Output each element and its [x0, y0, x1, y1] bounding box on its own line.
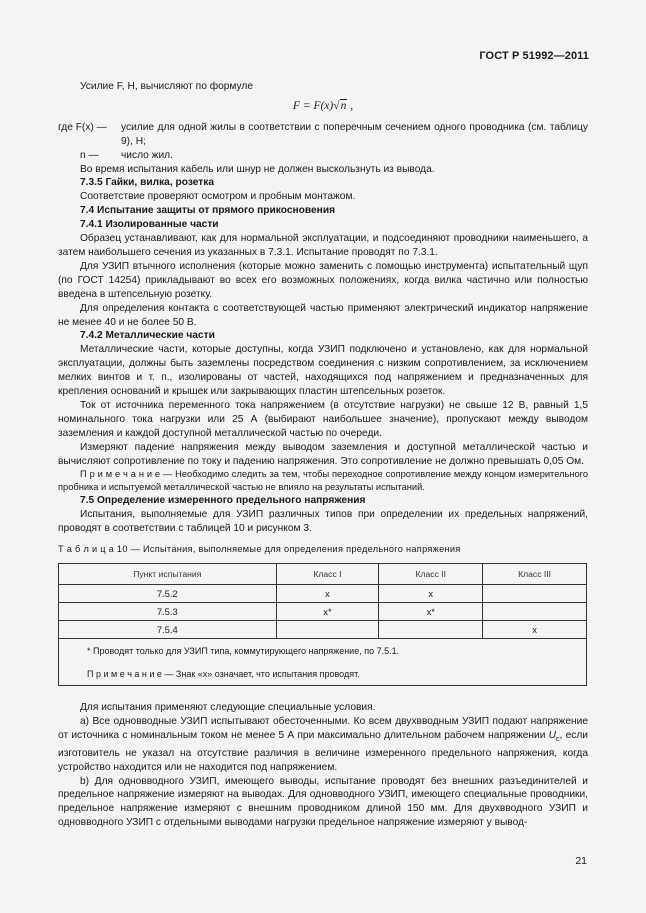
main-text — [58, 80, 588, 536]
condition-a: а) Все одновводные УЗИП испытывают обесточенными. Ко всем двухвводным УЗИП подают напряжение от источника с номинальным током не менее 5 А при максимально длительном рабочем напряжении $U_c$, если изготовитель не указал на отсутствие различия в величине измеренного предельного напряжения, когда устройство находится или не находится под напряжением. — [58, 715, 588, 773]
paragraph-7-4-1-b: Для УЗИП втычного исполнения (которые можно заменить с помощью инструмента) испытательный щуп (по ГОСТ 14254) прикладывают во всех его возможных положениях, когда вилка частично или полностью введена в штепсельную розетку. — [58, 260, 588, 300]
table-footnote: * Проводят только для УЗИП типа, коммутирующего напряжение, по 7.5.1. — [87, 646, 400, 656]
table-cell — [276, 621, 379, 639]
heading-7-4-2: 7.4.2 Металлические части — [80, 330, 215, 342]
paragraph-7-4-1-a: Образец устанавливают, как для нормальной эксплуатации, и подсоединяют проводники наименьшего, а затем наибольшего сечения из указанных в 7.3.1. Испытание проводят по 7.3.1. — [58, 233, 588, 258]
formula-root: n — [340, 99, 347, 112]
table-cell: 7.5.2 — [59, 585, 277, 603]
force-intro: Усилие F, Н, вычисляют по формуле — [80, 81, 254, 92]
definition-n: n — число жил. — [80, 149, 173, 161]
table-row — [59, 585, 587, 603]
table-cell: x — [483, 621, 587, 639]
conditions-text — [58, 701, 588, 830]
table-cell — [379, 621, 483, 639]
col-header: Класс I — [276, 564, 379, 585]
standard-header: ГОСТ Р 51992—2011 — [479, 50, 589, 62]
table-cell: 7.5.3 — [59, 603, 277, 621]
table-cell: x — [276, 585, 379, 603]
table-header-row — [59, 564, 587, 585]
table-footer — [59, 639, 587, 686]
table-note: П р и м е ч а н и е — Знак «x» означает, что испытания проводят. — [87, 669, 360, 679]
test-table — [58, 563, 587, 686]
table-row — [59, 603, 587, 621]
table-cell: x* — [276, 603, 379, 621]
heading-7-4: 7.4 Испытание защиты от прямого прикосновения — [80, 205, 336, 217]
table-caption: Т а б л и ц а 10 — Испытания, выполняемые для определения предельного напряжения — [58, 544, 461, 554]
cable-note: Во время испытания кабель или шнур не должен выскользнуть из вывода. — [80, 163, 435, 175]
condition-b: b) Для одновводного УЗИП, имеющего выводы, испытание проводят без внешних разъединителей и предельное напряжение измеряют на выводах. Для одновводного УЗИП, имеющего специальные проводники, предельное напряжение измеряют с внешним проводником длиной 150 мм. Для двухвводного УЗИП и одновводного УЗИП с отдельными выводами нагрузки предельное напряжение измеряют у вывод- — [58, 775, 588, 829]
page-number: 21 — [575, 855, 587, 867]
table-footer-row — [59, 639, 587, 686]
paragraph-7-4-2-b: Ток от источника переменного тока напряжением (в отсутствие нагрузки) не свыше 12 В, равный 1,5 номинального тока нагрузки или 25 А (выбирают наибольшее значение), пропускают между выводом заземления и каждой доступной металлической частью по очереди. — [58, 399, 588, 439]
heading-7-4-1: 7.4.1 Изолированные части — [80, 219, 219, 231]
paragraph-7-3-5: Соответствие проверяют осмотром и пробным монтажом. — [80, 191, 356, 203]
table-cell: x* — [379, 603, 483, 621]
paragraph-7-4-2-a: Металлические части, которые доступны, когда УЗИП подключено и установлено, как для нормальной эксплуатации, должны быть заземлены посредством соединения с низким сопротивлением, за исключением мелких винтов и т. п., изолированы от частей, находящихся под напряжением и предназначенных для крепления оснований и крышек или закрывающих пластин штепсельных розеток. — [58, 344, 588, 398]
heading-7-3-5: 7.3.5 Гайки, вилка, розетка — [80, 177, 215, 189]
col-header: Пункт испытания — [59, 564, 277, 585]
sqrt-sign: √ — [333, 99, 340, 112]
table-cell: x — [379, 585, 483, 603]
col-header: Класс II — [379, 564, 483, 585]
paragraph-7-4-2-c: Измеряют падение напряжения между выводом заземления и доступной металлической частью и вычисляют сопротивление по току и падению напряжения. Это сопротивление не должно превышать 0,05 Ом. — [58, 441, 588, 467]
table-cell — [483, 585, 587, 603]
table-row — [59, 621, 587, 639]
paragraph-7-4-1-c: Для определения контакта с соответствующей частью применяют электрический индикатор напряжение не менее 40 и не более 50 В. — [58, 302, 588, 328]
table-cell — [483, 603, 587, 621]
col-header: Класс III — [483, 564, 587, 585]
heading-7-5: 7.5 Определение измеренного предельного напряжения — [80, 495, 366, 507]
formula: F = F(x)√n , — [292, 99, 354, 112]
paragraph-7-5: Испытания, выполняемые для УЗИП различных типов при определении их предельных напряжений, проводят в соответствии с таблицей 10 и рисунком 3. — [58, 509, 588, 535]
note-7-4-2: П р и м е ч а н и е — Необходимо следить за тем, чтобы переходное сопротивление между концом измерительного пробника и испытуемой металлической частью не влияло на результаты испытаний. — [58, 469, 588, 493]
definition-fx: где F(x) — усилие для одной жилы в соответствии с поперечным сечением одного проводника (см. таблицу 9), Н; — [58, 121, 588, 147]
conditions-intro: Для испытания применяют следующие специальные условия. — [80, 702, 376, 713]
table-cell: 7.5.4 — [59, 621, 277, 639]
